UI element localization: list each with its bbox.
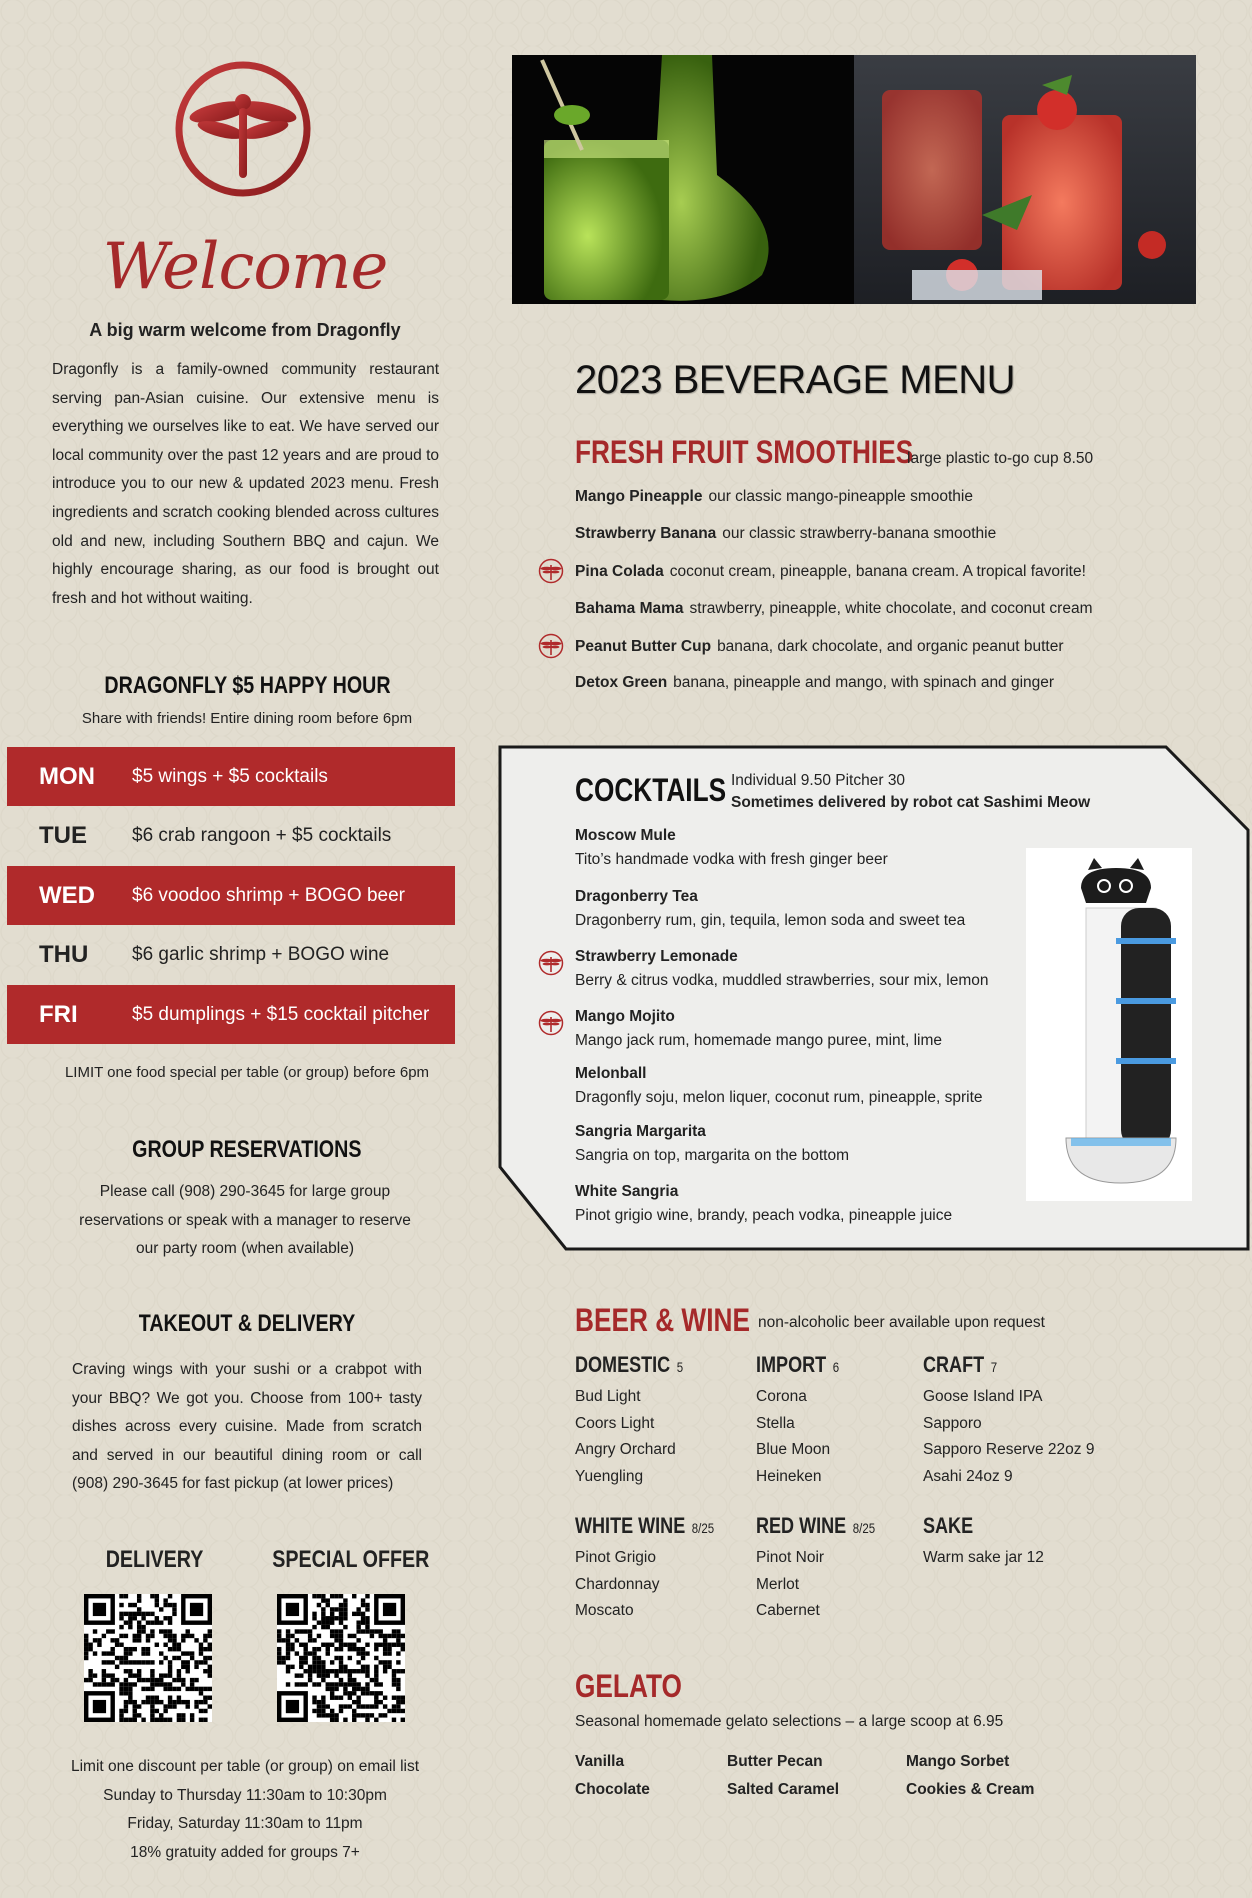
- gelato-flavor: Mango Sorbet: [906, 1753, 1010, 1770]
- smoothie-item: Peanut Butter Cup banana, dark chocolate, and organic peanut butter: [575, 638, 1064, 655]
- cocktails-price: Individual 9.50 Pitcher 30: [731, 772, 906, 789]
- sake-group: [923, 1513, 1044, 1572]
- group-title: RED WINE 8/25: [756, 1513, 876, 1538]
- takeout-title: TAKEOUT & DELIVERY: [138, 1310, 356, 1337]
- smoothies-price-note: large plastic to-go cup 8.50: [907, 450, 1094, 467]
- beer-wine-note: non-alcoholic beer available upon request: [758, 1314, 1045, 1331]
- welcome-paragraph: Dragonfly is a family-owned community restaurant serving pan-Asian cuisine. Our extensive menu is everything we ourselves like to eat. We have served our local community over the past 12 years and are proud to introduce you to our new & updated 2023 menu. Fresh ingredients and scratch cooking blended across cultures old and new, including Southern BBQ and cajun. We highly encourage sharing, as our food is brought out fresh and hot without waiting.: [52, 361, 439, 607]
- happy-hour-row-mon: [7, 747, 455, 806]
- gelato-title: GELATO: [575, 1668, 682, 1704]
- drink-item: Moscato: [575, 1602, 634, 1619]
- group-reservations-title: GROUP RESERVATIONS: [132, 1136, 362, 1163]
- footer-line: Limit one discount per table (or group) on email list: [70, 1758, 420, 1775]
- welcome-subtitle: A big warm welcome from Dragonfly: [89, 320, 401, 340]
- smoothie-item: Bahama Mama strawberry, pineapple, white chocolate, and coconut cream: [575, 600, 1093, 617]
- dragonfly-favorite-icon: [538, 558, 564, 584]
- cocktail-name: Dragonberry Tea: [575, 888, 698, 905]
- happy-hour-deal: $6 crab rangoon + $5 cocktails: [132, 825, 392, 846]
- cocktail-desc: Berry & citrus vodka, muddled strawberries, sour mix, lemon: [575, 972, 989, 989]
- drinks-photo: [512, 55, 1196, 304]
- happy-hour-day: THU: [39, 941, 89, 968]
- drink-item: Sapporo Reserve 22oz 9: [923, 1441, 1095, 1458]
- smoothies-title: FRESH FRUIT SMOOTHIES: [575, 434, 914, 470]
- beverage-menu-title: 2023 BEVERAGE MENU: [575, 358, 1016, 402]
- dragonfly-favorite-icon: [538, 633, 564, 659]
- cocktail-name: Sangria Margarita: [575, 1123, 706, 1140]
- smoothie-item: Pina Colada coconut cream, pineapple, banana cream. A tropical favorite!: [575, 563, 1086, 580]
- gelato-flavor: Cookies & Cream: [906, 1781, 1035, 1798]
- happy-hour-deal: $6 voodoo shrimp + BOGO beer: [132, 885, 406, 906]
- special-offer-qr-title: SPECIAL OFFER: [272, 1546, 430, 1573]
- happy-hour-row-wed: [7, 866, 455, 925]
- happy-hour-row-thu: [7, 925, 455, 984]
- gelato-flavor: Salted Caramel: [727, 1781, 839, 1798]
- takeout-text: Craving wings with your sushi or a crabpot with your BBQ? We got you. Choose from 100+ tasty dishes across every cuisine. Made from scratch and served in our beautiful dining room or call (908) 290-3645 for fast pickup (at lower prices): [72, 1361, 422, 1492]
- drink-item: Corona: [756, 1388, 807, 1405]
- drink-item: Yuengling: [575, 1467, 644, 1485]
- gelato-flavor: Chocolate: [575, 1781, 650, 1798]
- gelato-flavor: Vanilla: [575, 1753, 625, 1770]
- footer-line: Friday, Saturday 11:30am to 11pm: [127, 1815, 363, 1832]
- drink-item: Coors Light: [575, 1414, 655, 1432]
- drink-item: Bud Light: [575, 1388, 641, 1405]
- cocktails-title: COCKTAILS: [575, 772, 727, 808]
- welcome-title: Welcome: [102, 230, 388, 304]
- cocktail-desc: Dragonberry rum, gin, tequila, lemon soda and sweet tea: [575, 912, 966, 929]
- beer-group-craft: [923, 1352, 1094, 1490]
- dragonfly-favorite-icon: [538, 1010, 564, 1036]
- delivery-qr-code[interactable]: [84, 1594, 212, 1722]
- robot-delivery-note: Sometimes delivered by robot cat Sashimi Meow: [731, 794, 1091, 811]
- gelato-flavor: Butter Pecan: [727, 1753, 823, 1770]
- dragonfly-logo-icon: [174, 60, 312, 198]
- drink-item: Heineken: [756, 1467, 822, 1485]
- happy-hour-title: DRAGONFLY $5 HAPPY HOUR: [103, 672, 391, 699]
- cocktail-desc: Mango jack rum, homemade mango puree, mint, lime: [575, 1032, 942, 1049]
- group-reservations-text: Please call (908) 290-3645 for large group reservations or speak with a manager to reserve our party room (when available): [79, 1183, 411, 1257]
- drink-item: Sapporo: [923, 1414, 982, 1432]
- group-title: IMPORT 6: [756, 1352, 840, 1377]
- happy-hour-day: FRI: [39, 1001, 78, 1028]
- beer-wine-title: BEER & WINE: [575, 1302, 750, 1338]
- cocktail-desc: Sangria on top, margarita on the bottom: [575, 1147, 849, 1164]
- happy-hour-day: MON: [39, 763, 95, 790]
- group-title: WHITE WINE 8/25: [575, 1513, 715, 1538]
- drink-item: Pinot Noir: [756, 1549, 825, 1566]
- happy-hour-deal: $6 garlic shrimp + BOGO wine: [132, 944, 390, 965]
- cocktail-desc: Pinot grigio wine, brandy, peach vodka, pineapple juice: [575, 1207, 953, 1224]
- cocktail-desc: Tito’s handmade vodka with fresh ginger beer: [575, 851, 888, 868]
- drink-item: Angry Orchard: [575, 1441, 676, 1458]
- special-offer-qr-code[interactable]: [277, 1594, 405, 1722]
- cocktail-name: Moscow Mule: [575, 827, 676, 844]
- happy-hour-day: TUE: [39, 822, 87, 849]
- drink-item: Blue Moon: [756, 1441, 831, 1458]
- cocktail-name: Strawberry Lemonade: [575, 948, 738, 965]
- happy-hour-day: WED: [39, 882, 95, 909]
- smoothie-item: Detox Green banana, pineapple and mango, with spinach and ginger: [575, 674, 1055, 691]
- wine-group-red: [756, 1513, 901, 1625]
- dragonfly-favorite-icon: [538, 950, 564, 976]
- cocktail-desc: Dragonfly soju, melon liquer, coconut rum, pineapple, sprite: [575, 1089, 983, 1106]
- happy-hour-row-tue: [7, 806, 455, 865]
- delivery-qr-title: DELIVERY: [105, 1546, 204, 1573]
- group-title: DOMESTIC 5: [575, 1352, 684, 1377]
- cocktail-name: White Sangria: [575, 1183, 679, 1200]
- gelato-subtitle: Seasonal homemade gelato selections – a large scoop at 6.95: [575, 1713, 1004, 1730]
- beer-group-domestic: [575, 1352, 707, 1490]
- drink-item: Chardonnay: [575, 1575, 660, 1593]
- robot-cat-image: [1026, 848, 1192, 1201]
- happy-hour-deal: $5 wings + $5 cocktails: [132, 766, 328, 787]
- drink-item: Warm sake jar 12: [923, 1549, 1044, 1566]
- drink-item: Asahi 24oz 9: [923, 1467, 1013, 1485]
- happy-hour-limit: LIMIT one food special per table (or group) before 6pm: [64, 1064, 430, 1081]
- happy-hour-subtitle: Share with friends! Entire dining room before 6pm: [81, 710, 413, 727]
- footer-line: Sunday to Thursday 11:30am to 10:30pm: [103, 1786, 387, 1804]
- smoothie-item: Mango Pineapple our classic mango-pineapple smoothie: [575, 488, 973, 505]
- cocktail-name: Melonball: [575, 1065, 647, 1082]
- drink-item: Pinot Grigio: [575, 1549, 656, 1566]
- drink-item: Stella: [756, 1414, 795, 1432]
- footer-line: 18% gratuity added for groups 7+: [130, 1843, 360, 1861]
- smoothie-item: Strawberry Banana our classic strawberry-banana smoothie: [575, 525, 997, 542]
- drink-item: Merlot: [756, 1575, 800, 1593]
- wine-group-white: [575, 1513, 745, 1625]
- happy-hour-deal: $5 dumplings + $15 cocktail pitcher: [132, 1004, 430, 1025]
- group-title: SAKE: [923, 1513, 974, 1538]
- footer-notes: [40, 1753, 450, 1867]
- group-title: CRAFT 7: [923, 1352, 998, 1377]
- cocktail-name: Mango Mojito: [575, 1008, 675, 1025]
- drink-item: Goose Island IPA: [923, 1388, 1043, 1405]
- beer-group-import: [756, 1352, 857, 1490]
- happy-hour-row-fri: [7, 985, 455, 1044]
- drink-item: Cabernet: [756, 1602, 820, 1619]
